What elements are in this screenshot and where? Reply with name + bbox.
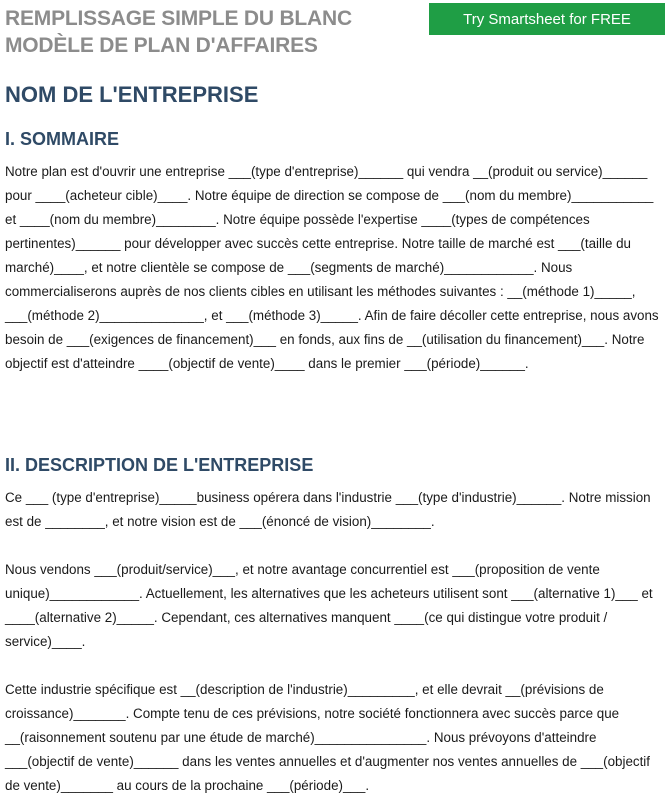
description-paragraph-3: Cette industrie spécifique est __(description de l'industrie)_________, et elle devrait __(prévisions de croissance)_______. Compte tenu de ces prévisions, notre société fonctionnera avec succès parce que __(raisonnement soutenu par une étude de marché)_______________. Nous prévoyons d'atteindre ___(objectif de vente)______ dans les ventes annuelles et d'augmenter nos ventes annuelles de ___(objectif de vente)_______ au cours de la prochaine ___(période)___.: [5, 682, 651, 793]
company-name-heading: NOM DE L'ENTREPRISE: [5, 82, 259, 107]
summary-paragraph: Notre plan est d'ouvrir une entreprise ___(type d'entreprise)______ qui vendra __(produit ou service)______ pour ____(acheteur cible)____. Notre équipe de direction se compose de ___(nom du membre)___________ et ____(nom du membre)________. Notre équipe possède l'expertise ____(types de compétences pertinentes)______ pour développer avec succès cette entreprise. Notre taille de marché est ___(taille du marché)____, et notre clientèle se compose de ___(segments de marché)____________. Nous commercialiserons auprès de nos clients cibles en utilisant les méthodes suivantes : __(méthode 1)_____, ___(méthode 2)______________, et ___(méthode 3)_____. Afin de faire décoller cette entreprise, nous avons besoin de ___(exigences de financement)___ en fonds, aux fins de __(utilisation du financement)___. Notre objectif est d'atteindre ____(objectif de vente)____ dans le premier ___(période)______.: [5, 164, 659, 371]
document-title-line-2: MODÈLE DE PLAN D'AFFAIRES: [5, 34, 318, 57]
section-heading-summary: I. SOMMAIRE: [5, 129, 120, 149]
document-title-line-1: REMPLISSAGE SIMPLE DU BLANC: [5, 7, 352, 30]
description-paragraph-1: Ce ___ (type d'entreprise)_____business opérera dans l'industrie ___(type d'industrie)______. Notre mission est de ________, et notre vision est de ___(énoncé de vision)________.: [5, 490, 651, 529]
description-paragraph-2: Nous vendons ___(produit/service)___, et notre avantage concurrentiel est ___(proposition de vente unique)____________. Actuellement, les alternatives que les acheteurs utilisent sont ___(alternative 1)___ et ____(alternative 2)_____. Cependant, ces alternatives manquent ____(ce qui distingue votre produit / service)____.: [5, 562, 653, 649]
section-heading-description: II. DESCRIPTION DE L'ENTREPRISE: [5, 455, 314, 475]
document-title: [5, 5, 415, 59]
try-smartsheet-button[interactable]: Try Smartsheet for FREE: [429, 3, 665, 35]
